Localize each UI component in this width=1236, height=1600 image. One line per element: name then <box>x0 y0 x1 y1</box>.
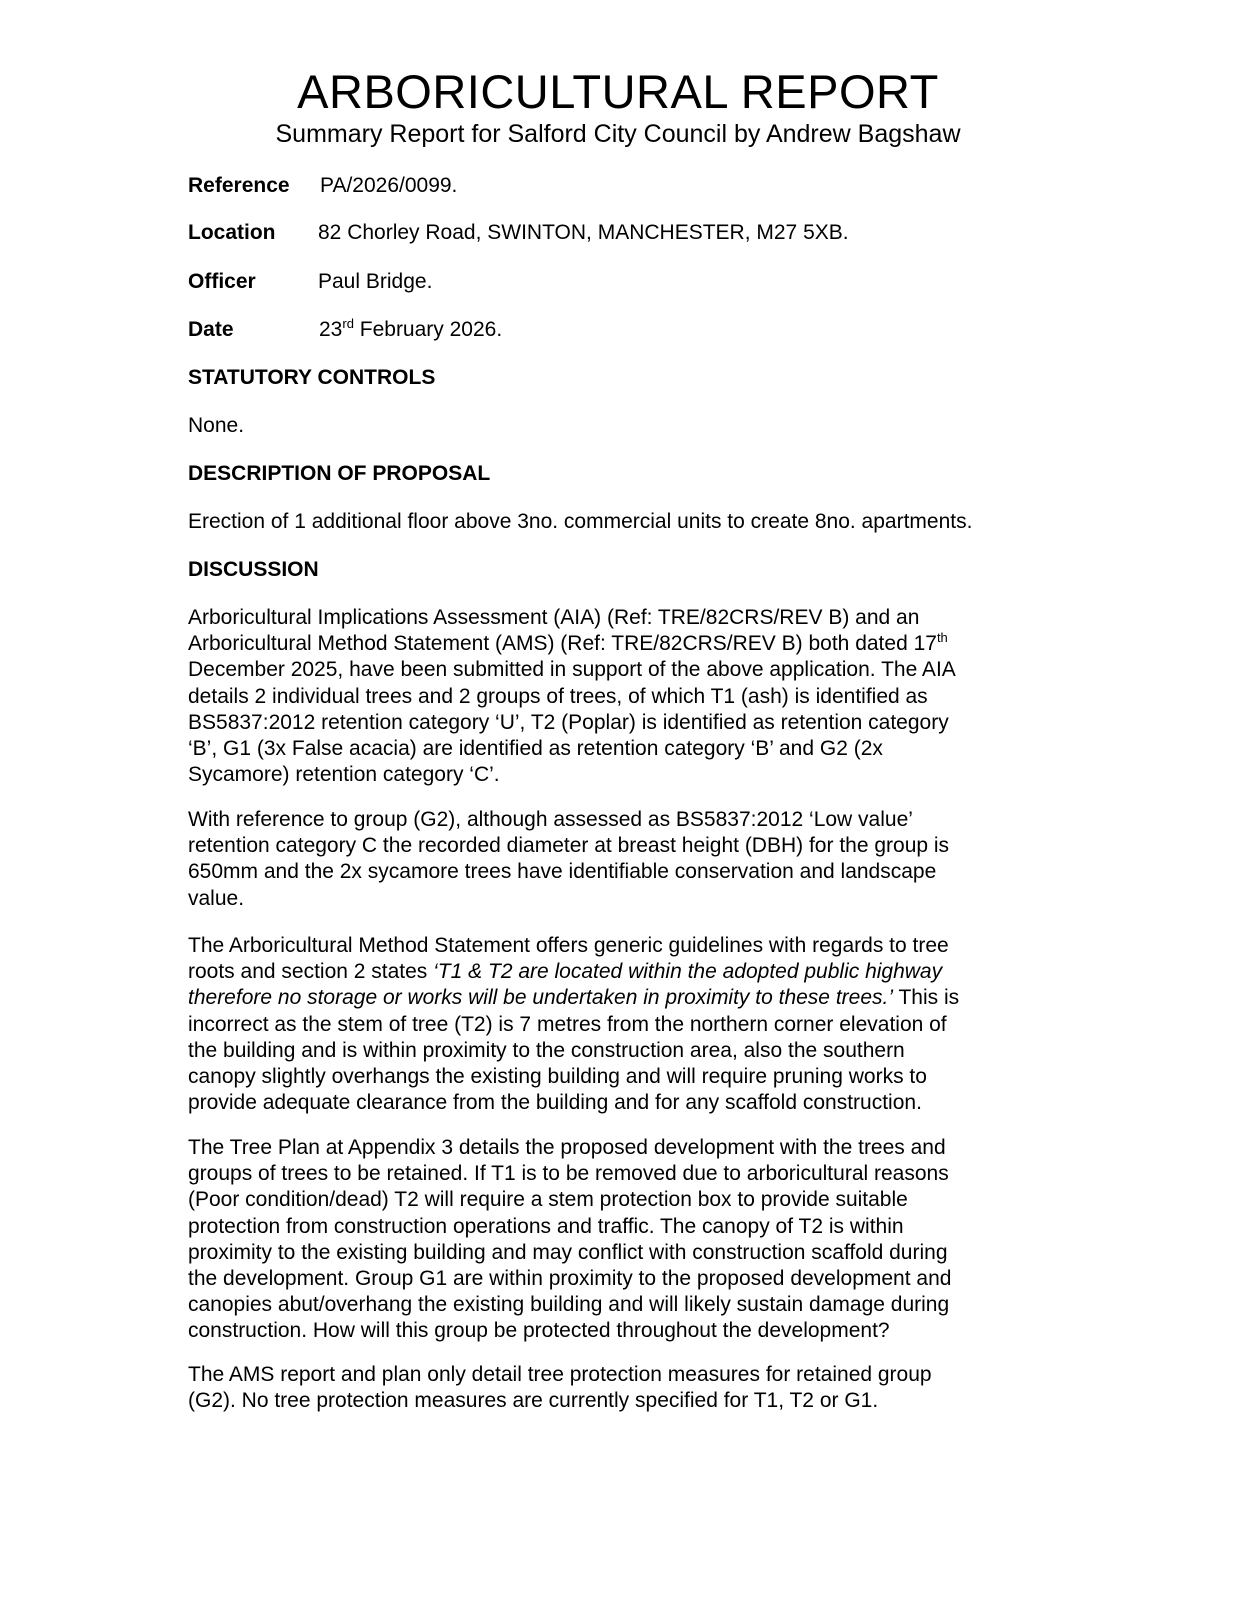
statutory-heading: STATUTORY CONTROLS <box>188 366 436 389</box>
paragraph-line: groups of trees to be retained. If T1 is to be removed due to arboricultural reasons <box>188 1162 949 1186</box>
date-rest: February 2026. <box>353 318 503 341</box>
date-ordinal-suffix: th <box>936 630 948 646</box>
reference-label: Reference <box>188 174 290 197</box>
paragraph-line: canopies abut/overhang the existing building and will likely sustain damage during <box>188 1293 950 1317</box>
proposal-heading: DESCRIPTION OF PROPOSAL <box>188 462 491 485</box>
paragraph-line: The Tree Plan at Appendix 3 details the proposed development with the trees and <box>188 1136 946 1159</box>
location-label: Location <box>188 221 276 244</box>
paragraph-line: Arboricultural Implications Assessment (AIA) (Ref: TRE/82CRS/REV B) and an <box>188 606 920 629</box>
paragraph-line: December 2025, have been submitted in support of the above application. The AIA <box>188 658 956 682</box>
paragraph-line: retention category C the recorded diameter at breast height (DBH) for the group is <box>188 834 950 858</box>
paragraph-line: proximity to the existing building and may conflict with construction scaffold during <box>188 1240 948 1264</box>
meta-reference <box>188 173 458 199</box>
paragraph-line: construction. How will this group be protected throughout the development? <box>188 1319 890 1343</box>
meta-location <box>188 220 849 246</box>
paragraph-line: (Poor condition/dead) T2 will require a stem protection box to provide suitable <box>188 1188 908 1212</box>
line-text: Arboricultural Method Statement (AMS) (Ref: TRE/82CRS/REV B) both dated 17 <box>188 632 937 656</box>
paragraph-line: (G2). No tree protection measures are currently specified for T1, T2 or G1. <box>188 1389 879 1413</box>
paragraph-line: details 2 individual trees and 2 groups of trees, of which T1 (ash) is identified as <box>188 684 928 708</box>
date-value <box>319 317 502 343</box>
discussion-paragraph-2 <box>188 807 1068 912</box>
officer-label: Officer <box>188 270 256 293</box>
paragraph-line: BS5837:2012 retention category ‘U’, T2 (Poplar) is identified as retention category <box>188 710 949 734</box>
paragraph-line: the building and is within proximity to the construction area, also the southern <box>188 1038 905 1062</box>
paragraph-line <box>188 631 1068 657</box>
paragraph-line: The Arboricultural Method Statement offers generic guidelines with regards to tree <box>188 934 949 957</box>
paragraph-line <box>188 985 1068 1011</box>
paragraph-line: Sycamore) retention category ‘C’. <box>188 763 500 787</box>
line-text: roots and section 2 states <box>188 960 434 984</box>
report-subtitle: Summary Report for Salford City Council by Andrew Bagshaw <box>275 120 961 148</box>
date-suffix: rd <box>342 316 354 331</box>
paragraph-line: 650mm and the 2x sycamore trees have identifiable conservation and landscape <box>188 860 937 884</box>
location-value: 82 Chorley Road, SWINTON, MANCHESTER, M27 5XB. <box>318 221 849 244</box>
date-day: 23 <box>319 318 343 341</box>
quoted-text: therefore no storage or works will be undertaken in proximity to these trees.’ <box>188 986 894 1010</box>
discussion-heading: DISCUSSION <box>188 558 319 581</box>
paragraph-line: value. <box>188 886 245 910</box>
quoted-text: ‘T1 & T2 are located within the adopted public highway <box>433 960 943 984</box>
paragraph-line: canopy slightly overhangs the existing building and will require pruning works to <box>188 1065 927 1089</box>
date-label: Date <box>188 318 234 341</box>
officer-value: Paul Bridge. <box>318 270 433 293</box>
report-title: ARBORICULTURAL REPORT <box>297 65 939 118</box>
meta-date <box>188 316 503 343</box>
statutory-text: None. <box>188 414 245 437</box>
meta-officer <box>188 269 433 295</box>
discussion-paragraph-5 <box>188 1362 1068 1414</box>
paragraph-line: provide adequate clearance from the building and for any scaffold construction. <box>188 1091 922 1115</box>
discussion-paragraph-4 <box>188 1135 1068 1345</box>
paragraph-line: protection from construction operations and traffic. The canopy of T2 is within <box>188 1214 904 1238</box>
discussion-paragraph-3 <box>188 933 1068 1116</box>
line-text: This is <box>893 986 960 1010</box>
paragraph-line: the development. Group G1 are within proximity to the proposed development and <box>188 1267 952 1291</box>
reference-value: PA/2026/0099. <box>320 174 458 197</box>
paragraph-line: ‘B’, G1 (3x False acacia) are identified as retention category ‘B’ and G2 (2x <box>188 737 883 761</box>
paragraph-line <box>188 959 1068 985</box>
discussion-paragraph-1 <box>188 605 1068 788</box>
paragraph-line: incorrect as the stem of tree (T2) is 7 metres from the northern corner elevation of <box>188 1012 947 1036</box>
proposal-text: Erection of 1 additional floor above 3no. commercial units to create 8no. apartments. <box>188 510 973 533</box>
paragraph-line: The AMS report and plan only detail tree protection measures for retained group <box>188 1363 932 1386</box>
paragraph-line: With reference to group (G2), although assessed as BS5837:2012 ‘Low value’ <box>188 808 913 831</box>
